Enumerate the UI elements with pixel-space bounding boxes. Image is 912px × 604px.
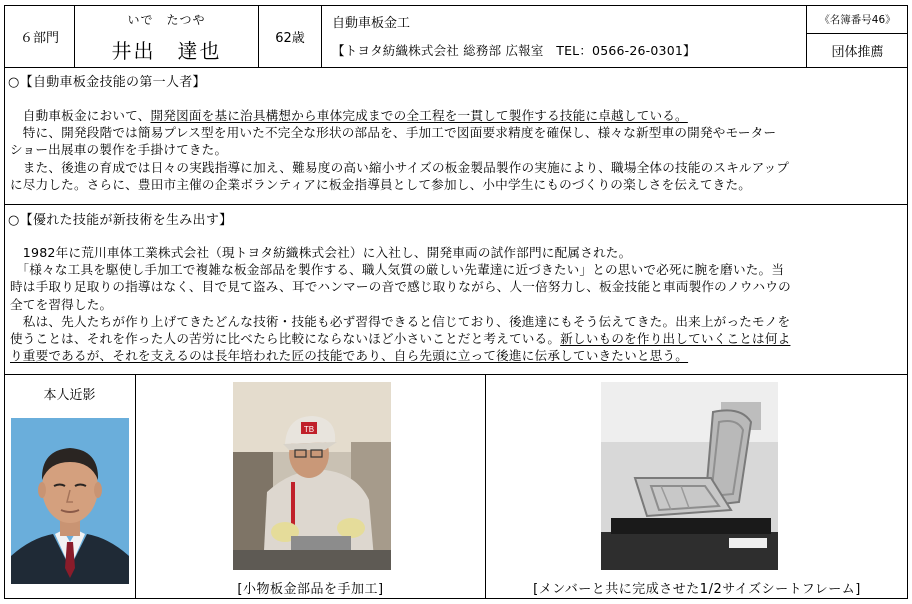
underlined-text-segment: 開発図面を基に治具構想から車体完成までの全工程を一貫して製作する技能に卓越している。: [150, 108, 688, 123]
divider: [135, 374, 136, 599]
seat-frame-caption: [メンバーと共に完成させた1/2サイズシートフレーム]: [533, 582, 861, 597]
worker-image: [233, 382, 391, 570]
age-value: 62歳: [275, 30, 305, 46]
divider: [4, 204, 908, 205]
age-cell: [259, 5, 321, 67]
body-line: [10, 159, 904, 176]
body-line: [10, 261, 904, 278]
body-text-segment: 1982年に荒川車体工業株式会社（現トヨタ紡織株式会社）に入社し、開発車両の試作部門に配属された。: [10, 245, 632, 260]
name-cell: [75, 5, 258, 67]
body-text-segment: 自動車板金において、: [10, 108, 151, 123]
section1-heading: ○【自動車板金技能の第一人者】: [8, 75, 206, 90]
section2-heading: ○【優れた技能が新技術を生み出す】: [8, 213, 233, 228]
section1-body: [10, 107, 904, 193]
occupation-title: 自動車板金工: [332, 16, 411, 31]
recommendation-type: 団体推薦: [831, 45, 884, 60]
body-line: [10, 296, 904, 313]
body-text-segment: また、後進の育成では日々の実践指導に加え、難易度の高い縮小サイズの板金製品製作の実施により、職場全体の技能のスキルアップ: [10, 159, 790, 175]
divider: [4, 374, 908, 375]
portrait-label: 本人近影: [43, 388, 96, 403]
seat-frame-image: [601, 382, 778, 570]
company-contact: 【トヨタ紡織株式会社 総務部 広報室 TEL：0566-26-0301】: [332, 43, 696, 58]
body-text-segment: 使うことは、それを作った人の苦労に比べたら比較にならないほど小さいことだと考えている。: [10, 331, 561, 347]
portrait-image: [11, 418, 129, 584]
underlined-text-segment: 新しいものを作り出していくことは何よ: [560, 331, 791, 347]
seat-frame-photo: [601, 382, 778, 570]
body-line: [10, 347, 904, 364]
body-line: [10, 176, 904, 193]
body-text-segment: 私は、先人たちが作り上げてきたどんな技術・技能も必ず習得できると信じており、後進達にもそう伝えてきた。出来上がったモノを: [10, 313, 791, 329]
work-photo: [233, 382, 391, 570]
body-line: [10, 313, 904, 330]
section2-body: [10, 244, 904, 364]
body-line: [10, 141, 904, 158]
recommendation-cell: [807, 34, 908, 67]
name-reading: いで たつや: [127, 13, 206, 27]
body-text-segment: 時は手取り足取りの指導はなく、目で見て盗み、耳でハンマーの音で感じ取りながら、人一倍努力し、板金技能と車両製作のノウハウの: [10, 279, 791, 295]
cap-logo-text: TB: [303, 425, 315, 434]
person-name: 井出 達也: [111, 39, 222, 63]
work-photo-caption: [小物板金部品を手加工]: [237, 582, 384, 597]
body-text-segment: 特に、開発段階では簡易プレス型を用いた不完全な形状の部品を、手加工で図面要求精度を確保し、様々な新型車の開発やモーター: [10, 125, 777, 141]
list-number: 《名簿番号46》: [819, 13, 896, 26]
body-text-segment: 「様々な工具を駆使し手加工で複雑な板金部品を製作する、職人気質の厳しい先輩達に近づきたい」との思いで必死に腕を磨いた。当: [10, 262, 785, 278]
occupation-cell: [322, 5, 806, 67]
body-text-segment: 全てを習得した。: [10, 296, 113, 312]
division-cell: [5, 5, 74, 67]
body-line: [10, 278, 904, 295]
portrait-photo: [11, 418, 129, 584]
divider: [485, 374, 486, 599]
body-line: [10, 107, 904, 124]
body-line: [10, 244, 904, 261]
body-text-segment: ショー出展車の製作を手掛けてきた。: [10, 142, 228, 158]
divider: [4, 67, 908, 68]
list-number-cell: [807, 5, 908, 33]
division-label: ６部門: [19, 30, 59, 46]
body-line: [10, 330, 904, 347]
underlined-text-segment: り重要であるが、それを支えるのは長年培われた匠の技能であり、自ら先頭に立って後進に伝承していきたいと思う。: [10, 348, 689, 364]
body-text-segment: に尽力した。さらに、豊田市主催の企業ボランティアに板金指導員として参加し、小中学生にものづくりの楽しさを伝えてきた。: [10, 176, 752, 192]
body-line: [10, 124, 904, 141]
